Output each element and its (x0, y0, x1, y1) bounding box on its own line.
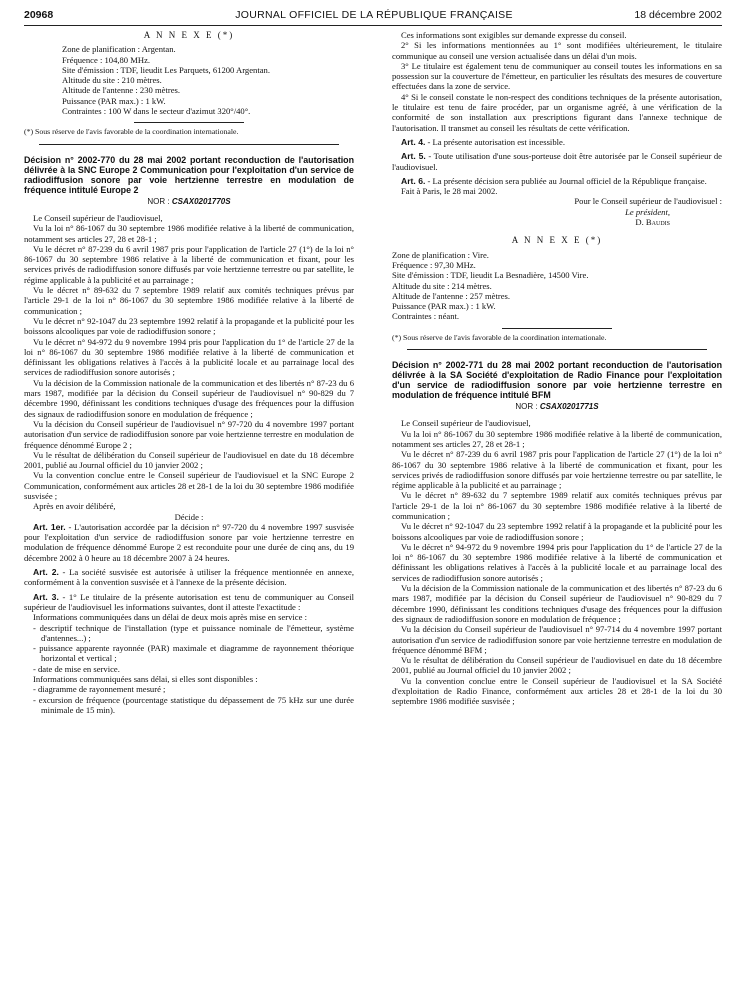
nor-label: NOR : (147, 196, 170, 206)
paragraph: Ces informations sont exigibles sur demande expresse du conseil. (401, 30, 627, 40)
annexe-title: A N N E X E (*) (511, 235, 603, 246)
divider (502, 328, 612, 329)
annexe-details (392, 250, 722, 322)
paragraph: Le Conseil supérieur de l'audiovisuel, (33, 212, 163, 223)
divider (407, 349, 707, 350)
nor-code: CSAX0201770S (171, 196, 231, 206)
list-item: - date de mise en service. (33, 663, 120, 674)
annexe-line: Site d'émission : TDF, lieudit Les Parquets, 61200 Argentan. (62, 64, 270, 75)
article-5 (392, 151, 722, 172)
paragraph: Vu le décret n° 92-1047 du 23 septembre 1992 relatif à la propagande et la publicité pour les boissons alcooliques par voie de radiodiffusion sonore ; (24, 315, 354, 337)
paragraph: 3° Le titulaire est également tenu de communiquer au conseil toutes les informations en sa possession sur la couverture de l'émetteur, en particulier les résultats des mesures de couverture effectuées dans la zone de service. (392, 60, 722, 92)
signature-place-date: Fait à Paris, le 28 mai 2002. (401, 186, 498, 197)
decide-heading: Décide : (174, 511, 204, 522)
annexe-line: Fréquence : 104,80 MHz. (62, 54, 151, 65)
left-column (24, 30, 354, 715)
article-text: - La présente décision sera publiée au Journal officiel de la République française. (425, 175, 707, 186)
nor-code: CSAX0201771S (539, 402, 599, 412)
nor-reference (24, 197, 354, 207)
article-label: Art. 4. (401, 136, 426, 147)
paragraph: Vu le décret n° 87-239 du 6 avril 1987 pris pour l'application de l'article 27 (1°) de la loi n° 86-1067 du 30 septembre 1986 relative à la liberté de communication et fixant, pour les services privés de radiodiffusion sonore diffusés par voie hertzienne terrestre ou par satellite, le régime applicable à la publicité et au parrainage ; (392, 449, 722, 491)
paragraph: Le Conseil supérieur de l'audiovisuel, (401, 418, 531, 429)
annexe-footnote: (*) Sous réserve de l'avis favorable de la coordination internationale. (24, 127, 239, 137)
signature-line: Pour le Conseil supérieur de l'audiovisuel : (574, 196, 722, 207)
article-label: Art. 1er. (33, 521, 66, 532)
annexe-line: Site d'émission : TDF, lieudit La Besnadière, 14500 Vire. (392, 270, 589, 281)
paragraph: Vu la loi n° 86-1067 du 30 septembre 1986 modifiée relative à la liberté de communication, notamment ses articles 27, 28 et 28-1 ; (24, 223, 354, 244)
article-label: Art. 6. (401, 175, 426, 186)
list-intro: Informations communiquées sans délai, si elles sont disponibles : (33, 674, 258, 685)
annexe-title: A N N E X E (*) (143, 30, 235, 40)
paragraph: Vu la loi n° 86-1067 du 30 septembre 1986 modifiée relative à la liberté de communication, notamment ses articles 27, 28 et 28-1 ; (392, 428, 722, 449)
paragraph: Vu le décret n° 94-972 du 9 novembre 1994 pris pour l'application du 1° de l'article 27 de la loi n° 86-1067 du 30 septembre 1986 modifiée relative à la liberté de communication et définissant les obligations relatives à l'accès à la publicité locale et au parrainage local des services de radiodiffusion sonore autorisés ; (392, 541, 722, 583)
nor-reference (392, 402, 722, 412)
signature-title: Le président, (625, 206, 670, 217)
article-6 (392, 176, 722, 186)
paragraph: Vu le résultat de délibération du Conseil supérieur de l'audiovisuel en date du 18 décembre 2001, publié au Journal officiel du 10 janvier 2002 ; (24, 449, 354, 471)
paragraph: Vu la convention conclue entre le Conseil supérieur de l'audiovisuel et la SNC Europe 2 Communication, conformément aux articles 28 et 28-1 de la loi du 30 septembre 1986 modifiée susvisée ; (24, 470, 354, 501)
paragraph: 2° Si les informations mentionnées au 1° sont modifiées ultérieurement, le titulaire communique au conseil une version actualisée dans un délai d'un mois. (392, 40, 722, 61)
paragraph: Vu le résultat de délibération du Conseil supérieur de l'audiovisuel en date du 18 décembre 2001, publié au Journal officiel du 10 janvier 2002 ; (392, 655, 722, 676)
information-list (24, 612, 354, 715)
issue-date: 18 décembre 2002 (634, 9, 722, 21)
article-3 (24, 592, 354, 613)
paragraph: Vu le décret n° 92-1047 du 23 septembre 1992 relatif à la propagande et la publicité pour les boissons alcooliques par voie de radiodiffusion sonore ; (392, 521, 722, 542)
list-item: - descriptif technique de l'installation (type et puissance nominale de l'émetteur, système d'antennes...) ; (33, 622, 354, 643)
paragraph: Vu la convention conclue entre le Conseil supérieur de l'audiovisuel et la SA Société d'exploitation de Radio Finance, conformément aux articles 28 et 28-1 de la loi du 30 septembre 1986 modifiée susvisée ; (392, 675, 722, 707)
divider (134, 122, 244, 123)
annexe-line: Altitude de l'antenne : 257 mètres. (392, 290, 511, 301)
paragraph: Vu le décret n° 89-632 du 7 septembre 1989 relatif aux comités techniques prévus par l'article 29-1 de la loi n° 86-1067 du 30 septembre 1986 modifiée relative à la liberté de communication ; (24, 285, 354, 316)
decision-title: Décision n° 2002-771 du 28 mai 2002 portant reconduction de l'autorisation délivrée à la SA Société d'exploitation de Radio Finance pour l'exploitation d'un service de radiodiffusion sonore par voie hertzienne terrestre en modulation de fréquence intitulé BFM (392, 360, 722, 401)
paragraph: Après en avoir délibéré, (33, 501, 116, 512)
nor-label: NOR : (515, 402, 538, 412)
journal-title: JOURNAL OFFICIEL DE LA RÉPUBLIQUE FRANÇAISE (235, 9, 513, 21)
annexe-details (24, 44, 354, 116)
annexe-line: Altitude de l'antenne : 230 mètres. (62, 85, 181, 96)
article-text: - La présente autorisation est incessible. (425, 136, 565, 147)
list-intro: Informations communiquées dans un délai de deux mois après mise en service : (33, 612, 307, 623)
annexe-line: Zone de planification : Argentan. (62, 44, 176, 55)
article-4 (392, 137, 722, 147)
signature-name: D. Baudis (635, 217, 670, 228)
annexe-line: Altitude du site : 214 mètres. (392, 280, 492, 291)
annexe-line: Contraintes : 100 W dans le secteur d'azimut 320°/40°. (62, 106, 251, 117)
annexe-line: Puissance (PAR max.) : 1 kW. (392, 301, 496, 312)
paragraph: Vu la décision du Conseil supérieur de l'audiovisuel n° 97-714 du 4 novembre 1997 portant autorisation d'un service de radiodiffusion sonore par voie hertzienne terrestre en modulation de fréquence dénommé BFM ; (392, 624, 722, 655)
page-header (0, 0, 748, 26)
article-label: Art. 2. (33, 567, 59, 578)
decision-title: Décision n° 2002-770 du 28 mai 2002 portant reconduction de l'autorisation délivrée à la SNC Europe 2 Communication pour l'exploitation d'un service de radiodiffusion sonore par voie hertzienne terrestre en modulation de fréquence intitulé Europe 2 (24, 154, 354, 195)
paragraph: Vu le décret n° 89-632 du 7 septembre 1989 relatif aux comités techniques prévus par l'article 29-1 de la loi n° 86-1067 du 30 septembre 1986 modifiée relative à la liberté de communication ; (392, 490, 722, 521)
paragraph: Vu la décision de la Commission nationale de la communication et des libertés n° 87-23 du 6 mars 1987, modifiée par la décision du Conseil supérieur de l'audiovisuel n° 90-829 du 7 décembre 1990, définissant les conditions techniques d'usage des fréquences pour la diffusion des signaux de radiodiffusion sonore en modulation de fréquence ; (24, 377, 354, 419)
paragraph: 4° Si le conseil constate le non-respect des conditions techniques de la présente autorisation, le titulaire est tenu de faire procéder, par un organisme agréé, à une vérification de la conformité de son installation aux prescriptions figurant dans l'annexe technique de l'autorisation. Il transmet au conseil les résultats de cette vérification. (392, 91, 722, 133)
paragraph: Vu la décision de la Commission nationale de la communication et des libertés n° 87-23 du 6 mars 1987, modifiée par la décision du Conseil supérieur de l'audiovisuel n° 90-829 du 7 décembre 1990, définissant les conditions techniques d'usage des fréquences pour la diffusion des signaux de radiodiffusion sonore en modulation de fréquence ; (392, 583, 722, 624)
annexe-line: Fréquence : 97,30 MHz. (392, 259, 476, 270)
article-text: - L'autorisation accordée par la décision n° 97-720 du 4 novembre 1997 susvisée pour l'exploitation d'un service de radiodiffusion sonore par voie hertzienne terrestre en modulation de fréquence dénommé Europe 2 est reconduite pour une durée de cinq ans, du 19 décembre 2002 à 0 heure au 18 décembre 2007 à 24 heures. (24, 521, 354, 563)
divider (39, 144, 339, 145)
article-text: - Toute utilisation d'une sous-porteuse doit être autorisée par le Conseil supérieur de l'audiovisuel. (392, 151, 722, 172)
paragraph: Vu le décret n° 87-239 du 6 avril 1987 pris pour l'application de l'article 27 (1°) de la loi n° 86-1067 du 30 septembre 1986 relative à la liberté de communication et fixant, pour les services privés de radiodiffusion sonore diffusés par voie hertzienne terrestre ou par satellite, le régime applicable à la publicité et au parrainage ; (24, 243, 354, 285)
article-text: - 1° Le titulaire de la présente autorisation est tenu de communiquer au Conseil supérieur de l'audiovisuel les informations suivantes, dont il atteste l'exactitude : (24, 591, 354, 612)
annexe-line: Zone de planification : Vire. (392, 249, 489, 260)
list-item: - puissance apparente rayonnée (PAR) maximale et diagramme de rayonnement théorique horizontal et vertical ; (33, 643, 354, 664)
right-column (392, 30, 722, 707)
header-rule (24, 25, 722, 26)
paragraph: Vu le décret n° 94-972 du 9 novembre 1994 pris pour l'application du 1° de l'article 27 de la loi n° 86-1067 du 30 septembre 1986 modifiée relative à la liberté de communication et définissant les obligations relatives à l'accès à la publicité locale et au parrainage local des services de radiodiffusion sonore autorisés ; (24, 336, 354, 378)
article-1 (24, 522, 354, 563)
list-item: - excursion de fréquence (pourcentage statistique du dépassement de 75 kHz sur une durée minimale de 15 min). (33, 694, 354, 715)
paragraph: Vu la décision du Conseil supérieur de l'audiovisuel n° 97-720 du 4 novembre 1997 portant autorisation d'un service de radiodiffusion sonore par voie hertzienne terrestre en modulation de fréquence dénommé Europe 2 ; (24, 418, 354, 450)
article-label: Art. 5. (401, 151, 426, 162)
annexe-footnote: (*) Sous réserve de l'avis favorable de la coordination internationale. (392, 332, 607, 342)
list-item: - diagramme de rayonnement mesuré ; (33, 684, 166, 695)
article-2 (24, 567, 354, 588)
annexe-line: Contraintes : néant. (392, 311, 460, 322)
annexe-line: Puissance (PAR max.) : 1 kW. (62, 95, 166, 106)
annexe-line: Altitude du site : 210 mètres. (62, 75, 162, 86)
page-number: 20968 (24, 9, 54, 21)
article-text: - La société susvisée est autorisée à utiliser la fréquence mentionnée en annexe, conformément à la convention susvisée et à l'annexe de la présente décision. (24, 567, 354, 588)
article-label: Art. 3. (33, 591, 59, 602)
